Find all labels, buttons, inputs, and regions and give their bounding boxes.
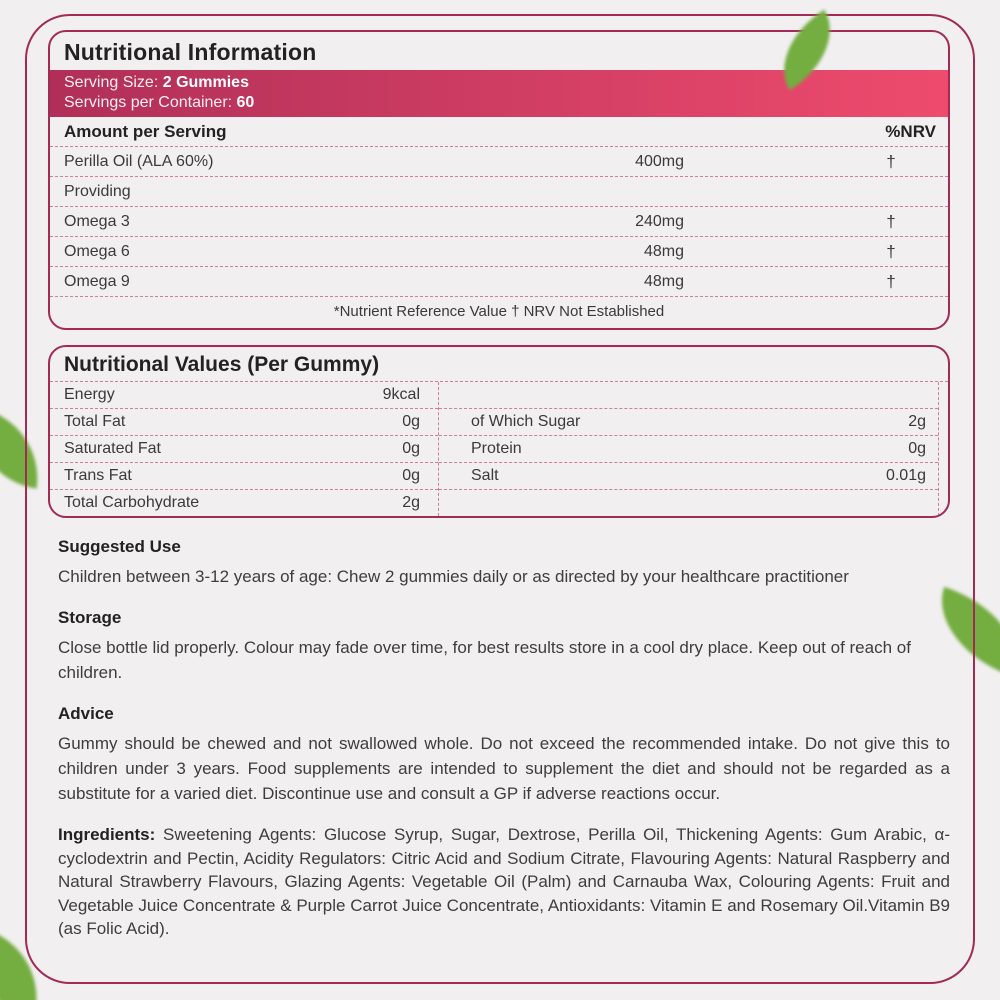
nutrient-name: Perilla Oil (ALA 60%) (64, 152, 214, 170)
section-heading: Advice (58, 704, 114, 723)
value-name: Salt (471, 467, 499, 484)
section-body: Gummy should be chewed and not swallowed whole. Do not exceed the recommended intake. Do not give this to children under 3 years. Food supplements are intended to supplement the diet and should not be regarded as a substitute for a varied diet. Discontinue use and consult a GP if adverse reactions occur. (58, 734, 950, 803)
value-name: Energy (64, 386, 115, 403)
value-amount: 9kcal (382, 386, 420, 403)
nutrient-name: Omega 3 (64, 212, 130, 230)
nutrient-nrv: † (886, 151, 896, 171)
value-amount: 0g (402, 467, 420, 484)
nutrient-amount: 48mg (643, 242, 684, 260)
ingredients-body: Sweetening Agents: Glucose Syrup, Sugar, Dextrose, Perilla Oil, Thickening Agents: Gum Arabic, α-cyclodextrin and Pectin, Acidity Regulators: Citric Acid and Sodium Citrate, Flavouring Agents: Natural Raspberry and Natural Strawberry Flavours, Glazing Agents: Vegetable Oil (Palm) and Carnauba Wax, Colouring Agents: Fruit and Vegetable Juice Concentrate & Purple Carrot Juice Concentrate, Antioxidants: Vitamin E and Rosemary Oil.Vitamin B9 (as Folic Acid). (58, 825, 950, 938)
nutrient-amount: 240mg (635, 212, 684, 230)
value-amount: 0g (402, 440, 420, 457)
value-name: of Which Sugar (471, 413, 581, 430)
nutrient-name: Providing (64, 182, 131, 200)
panel-title: Nutritional Information (64, 39, 317, 65)
value-name: Total Fat (64, 413, 126, 430)
nutrient-nrv: † (886, 241, 896, 261)
servings-label: Servings per Container: (64, 94, 237, 111)
nutrient-name: Omega 6 (64, 242, 130, 260)
ingredients-label: Ingredients: (58, 825, 156, 844)
nutrient-amount: 48mg (643, 272, 684, 290)
section-body: Close bottle lid properly. Colour may fade over time, for best results store in a cool dry place. Keep out of reach of children. (58, 638, 911, 682)
value-name: Saturated Fat (64, 440, 161, 457)
panel-title: Nutritional Values (Per Gummy) (50, 347, 948, 382)
value-amount: 0.01g (885, 467, 926, 484)
nutrient-nrv: † (886, 211, 896, 231)
nutrient-nrv: † (886, 271, 896, 291)
value-amount: 0g (908, 440, 926, 457)
column-header-nrv: %NRV (885, 122, 936, 141)
serving-size-value: 2 Gummies (162, 74, 249, 91)
value-name: Protein (471, 440, 522, 457)
label-outer-frame (25, 14, 975, 984)
serving-size-label: Serving Size: (64, 74, 163, 91)
section-heading: Storage (58, 608, 122, 627)
column-header-amount: Amount per Serving (64, 122, 227, 141)
value-name: Total Carbohydrate (64, 494, 200, 511)
servings-value: 60 (236, 94, 255, 111)
value-name: Trans Fat (64, 467, 132, 484)
value-amount: 2g (908, 413, 926, 430)
nutrient-name: Omega 9 (64, 272, 130, 290)
nutrient-amount: 400mg (635, 152, 684, 170)
section-heading: Suggested Use (58, 537, 181, 556)
nrv-footnote: *Nutrient Reference Value † NRV Not Established (333, 303, 665, 320)
section-body: Children between 3-12 years of age: Chew 2 gummies daily or as directed by your healthcare practitioner (58, 567, 849, 586)
value-amount: 2g (402, 494, 420, 511)
value-amount: 0g (402, 413, 420, 430)
